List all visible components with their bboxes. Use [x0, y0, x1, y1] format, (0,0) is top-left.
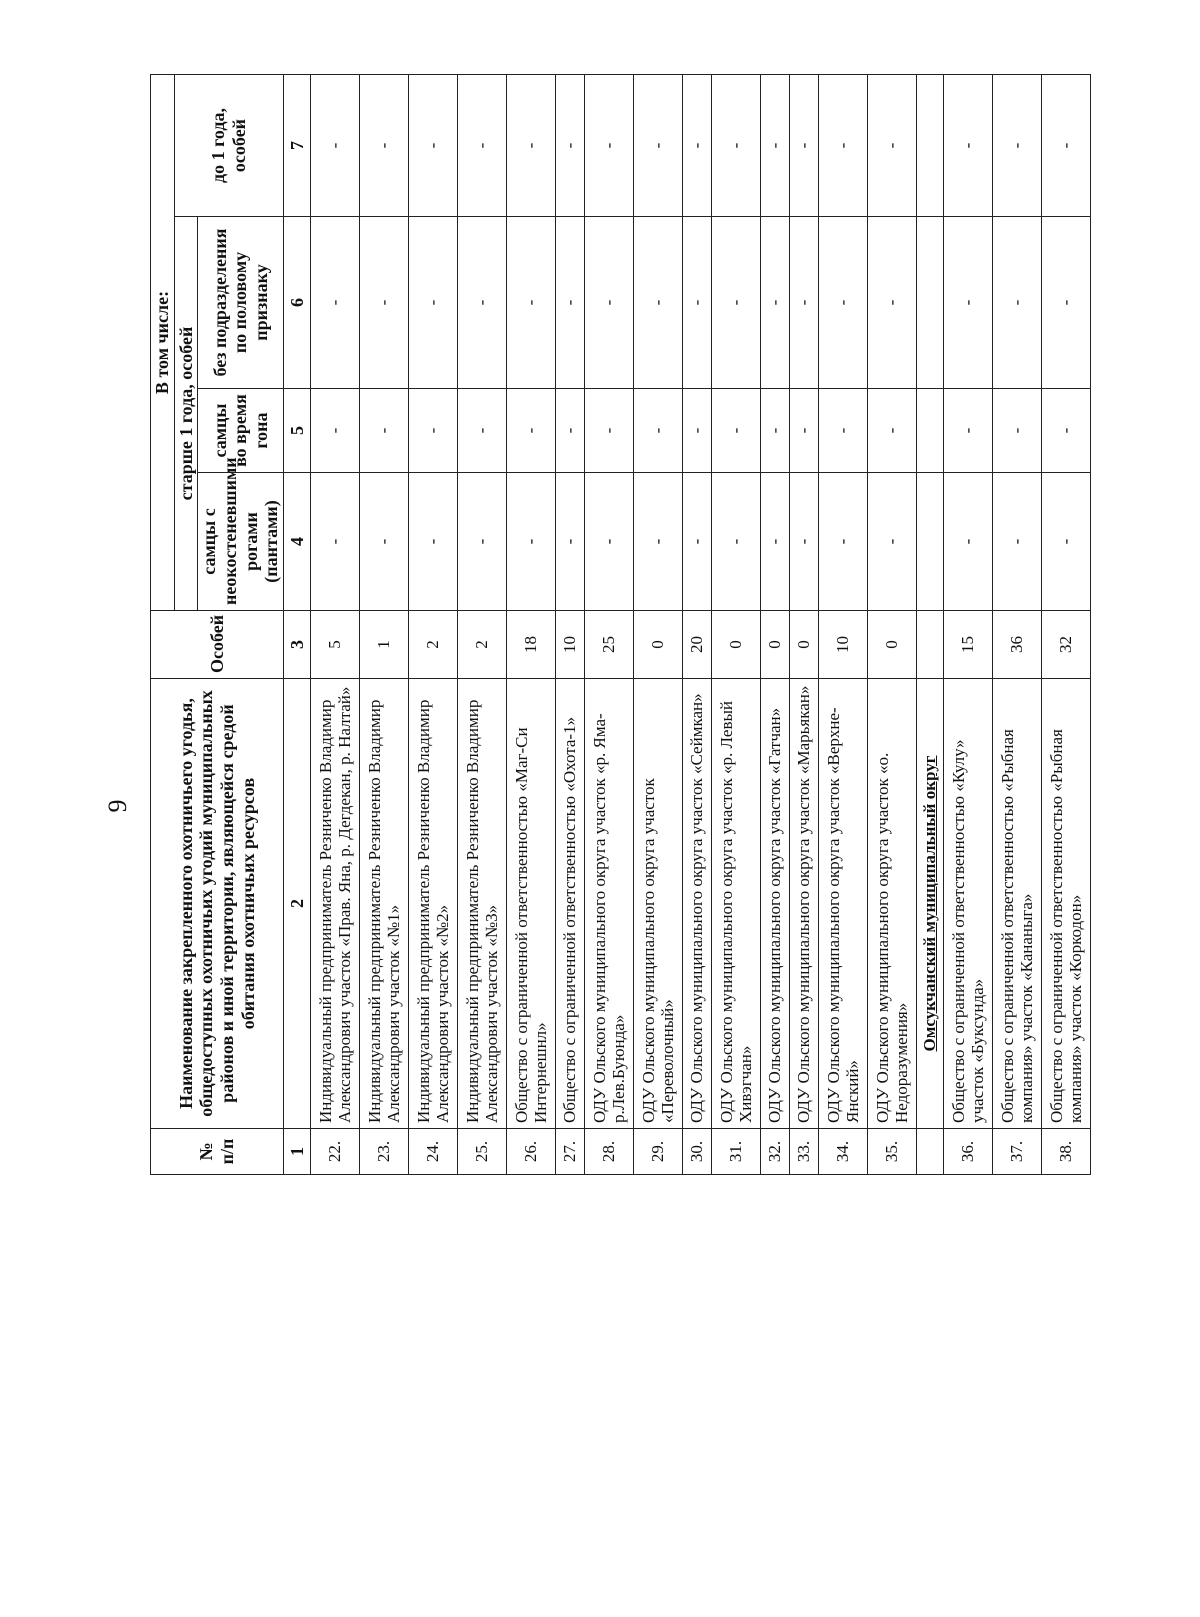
row-under-one: - — [993, 75, 1042, 217]
row-name: Общество с ограниченной ответственностью «Кулу» участок «Буксунда» — [944, 679, 993, 1129]
section-empty — [917, 473, 944, 611]
row-name: Общество с ограниченной ответственностью «Охота-1» — [556, 679, 585, 1129]
row-males-rut: - — [409, 389, 458, 473]
row-males-antlers: - — [944, 473, 993, 611]
row-number: 38. — [1042, 1129, 1091, 1175]
row-no-sex-split: - — [409, 217, 458, 389]
table-row — [761, 75, 790, 1175]
row-males-rut: - — [712, 389, 761, 473]
row-no-sex-split: - — [868, 217, 917, 389]
row-males-antlers: - — [1042, 473, 1091, 611]
column-index: 2 — [284, 679, 311, 1129]
row-under-one: - — [585, 75, 634, 217]
row-total: 5 — [311, 611, 360, 679]
row-name: ОДУ Ольского муниципального округа участок «о. Недоразумения» — [868, 679, 917, 1129]
row-males-antlers: - — [360, 473, 409, 611]
row-name: ОДУ Ольского муниципального округа участок «Гатчан» — [761, 679, 790, 1129]
row-name: ОДУ Ольского муниципального округа участок «Марьякан» — [790, 679, 819, 1129]
column-index: 4 — [284, 473, 311, 611]
row-males-antlers: - — [712, 473, 761, 611]
row-total: 15 — [944, 611, 993, 679]
row-under-one: - — [761, 75, 790, 217]
rotated-table-sheet — [150, 75, 1086, 1175]
column-index: 1 — [284, 1129, 311, 1175]
row-males-antlers: - — [790, 473, 819, 611]
row-males-rut: - — [1042, 389, 1091, 473]
row-under-one: - — [819, 75, 868, 217]
row-number: 25. — [458, 1129, 507, 1175]
table-row — [507, 75, 556, 1175]
row-males-antlers: - — [993, 473, 1042, 611]
row-males-rut: - — [683, 389, 712, 473]
row-name: ОДУ Ольского муниципального округа участок «Переволочный» — [634, 679, 683, 1129]
row-males-antlers: - — [634, 473, 683, 611]
table-row — [790, 75, 819, 1175]
row-total: 0 — [761, 611, 790, 679]
row-number: 32. — [761, 1129, 790, 1175]
table-row — [409, 75, 458, 1175]
row-males-rut: - — [868, 389, 917, 473]
table-row — [311, 75, 360, 1175]
row-name: ОДУ Ольского муниципального округа участок «Верхне-Янский» — [819, 679, 868, 1129]
row-males-antlers: - — [311, 473, 360, 611]
column-index: 5 — [284, 389, 311, 473]
header-older: старше 1 года, особей — [174, 217, 198, 611]
row-total: 25 — [585, 611, 634, 679]
row-males-rut: - — [790, 389, 819, 473]
header-males-antlers: самцы с неокостеневшими рогами (пантами) — [198, 473, 284, 611]
row-name: Индивидуальный предприниматель Резниченко Владимир Александрович участок «№3» — [458, 679, 507, 1129]
row-males-rut: - — [819, 389, 868, 473]
row-males-rut: - — [993, 389, 1042, 473]
row-males-antlers: - — [868, 473, 917, 611]
row-males-rut: - — [556, 389, 585, 473]
row-no-sex-split: - — [311, 217, 360, 389]
row-males-antlers: - — [458, 473, 507, 611]
header-no-sex-split: без подразделения по половому признаку — [198, 217, 284, 389]
row-name: Индивидуальный предприниматель Резниченко Владимир Александрович участок «Прав. Яна, р. Дегдекан, р. Налтай» — [311, 679, 360, 1129]
row-under-one: - — [360, 75, 409, 217]
row-total: 2 — [409, 611, 458, 679]
row-name: Индивидуальный предприниматель Резниченко Владимир Александрович участок «№2» — [409, 679, 458, 1129]
row-under-one: - — [944, 75, 993, 217]
row-number: 36. — [944, 1129, 993, 1175]
row-males-rut: - — [311, 389, 360, 473]
row-under-one: - — [1042, 75, 1091, 217]
row-no-sex-split: - — [360, 217, 409, 389]
row-under-one: - — [311, 75, 360, 217]
row-number: 27. — [556, 1129, 585, 1175]
row-males-rut: - — [458, 389, 507, 473]
section-empty — [917, 611, 944, 679]
hunting-resources-table — [150, 74, 1091, 1175]
row-total: 2 — [458, 611, 507, 679]
row-total: 36 — [993, 611, 1042, 679]
row-males-rut: - — [507, 389, 556, 473]
section-empty — [917, 217, 944, 389]
table-row — [634, 75, 683, 1175]
column-index-row — [284, 75, 311, 1175]
table-row — [868, 75, 917, 1175]
table-row — [360, 75, 409, 1175]
header-including: В том числе: — [151, 75, 175, 611]
row-total: 0 — [712, 611, 761, 679]
row-males-rut: - — [585, 389, 634, 473]
row-name: Общество с ограниченной ответственностью «Рыбная компания» участок «Коркодон» — [1042, 679, 1091, 1129]
page-number: 9 — [103, 799, 132, 813]
row-number: 35. — [868, 1129, 917, 1175]
header-name: Наименование закрепленного охотничьего угодья, общедоступных охотничьих угодий муниципальных районов и иной территории, являющейся средой обитания охотничьих ресурсов — [151, 679, 284, 1129]
header-num: № п/п — [151, 1129, 284, 1175]
row-no-sex-split: - — [712, 217, 761, 389]
header-total: Особей — [151, 611, 284, 679]
row-number: 28. — [585, 1129, 634, 1175]
row-males-rut: - — [360, 389, 409, 473]
table-row — [1042, 75, 1091, 1175]
row-total: 1 — [360, 611, 409, 679]
table-row — [712, 75, 761, 1175]
row-number: 29. — [634, 1129, 683, 1175]
table-row — [585, 75, 634, 1175]
row-number: 34. — [819, 1129, 868, 1175]
row-no-sex-split: - — [556, 217, 585, 389]
row-name: ОДУ Ольского муниципального округа участок «р. Левый Хивэгчан» — [712, 679, 761, 1129]
row-total: 0 — [790, 611, 819, 679]
row-no-sex-split: - — [585, 217, 634, 389]
row-name: ОДУ Ольского муниципального округа участок «р. Яма-р.Лев.Буюнда» — [585, 679, 634, 1129]
table-row — [683, 75, 712, 1175]
row-number: 22. — [311, 1129, 360, 1175]
row-no-sex-split: - — [683, 217, 712, 389]
row-total: 32 — [1042, 611, 1091, 679]
row-under-one: - — [790, 75, 819, 217]
row-males-antlers: - — [507, 473, 556, 611]
section-row — [917, 75, 944, 1175]
row-under-one: - — [634, 75, 683, 217]
table-row — [993, 75, 1042, 1175]
row-males-rut: - — [761, 389, 790, 473]
table-row — [458, 75, 507, 1175]
header-under-one: до 1 года, особей — [174, 75, 283, 217]
row-name: ОДУ Ольского муниципального округа участок «Сеймкан» — [683, 679, 712, 1129]
row-males-antlers: - — [683, 473, 712, 611]
row-total: 18 — [507, 611, 556, 679]
row-number: 37. — [993, 1129, 1042, 1175]
row-males-antlers: - — [556, 473, 585, 611]
table-row — [819, 75, 868, 1175]
row-number: 23. — [360, 1129, 409, 1175]
row-males-rut: - — [634, 389, 683, 473]
row-no-sex-split: - — [944, 217, 993, 389]
row-males-antlers: - — [761, 473, 790, 611]
row-total: 0 — [868, 611, 917, 679]
section-empty — [917, 389, 944, 473]
row-number: 26. — [507, 1129, 556, 1175]
row-name: Индивидуальный предприниматель Резниченко Владимир Александрович участок «№1» — [360, 679, 409, 1129]
row-total: 10 — [819, 611, 868, 679]
row-males-rut: - — [944, 389, 993, 473]
row-males-antlers: - — [585, 473, 634, 611]
row-under-one: - — [507, 75, 556, 217]
row-no-sex-split: - — [819, 217, 868, 389]
row-no-sex-split: - — [790, 217, 819, 389]
section-num-empty — [917, 1129, 944, 1175]
row-males-antlers: - — [409, 473, 458, 611]
row-no-sex-split: - — [993, 217, 1042, 389]
column-index: 7 — [284, 75, 311, 217]
row-no-sex-split: - — [507, 217, 556, 389]
section-title: Омсукчанский муниципальный округ — [917, 679, 944, 1129]
row-no-sex-split: - — [634, 217, 683, 389]
row-name: Общество с ограниченной ответственностью «Рыбная компания» участок «Кананыга» — [993, 679, 1042, 1129]
row-no-sex-split: - — [458, 217, 507, 389]
row-under-one: - — [712, 75, 761, 217]
table-row — [944, 75, 993, 1175]
row-under-one: - — [409, 75, 458, 217]
table-row — [556, 75, 585, 1175]
row-no-sex-split: - — [1042, 217, 1091, 389]
row-total: 10 — [556, 611, 585, 679]
row-total: 20 — [683, 611, 712, 679]
section-empty — [917, 75, 944, 217]
row-under-one: - — [868, 75, 917, 217]
row-number: 30. — [683, 1129, 712, 1175]
row-males-antlers: - — [819, 473, 868, 611]
column-index: 6 — [284, 217, 311, 389]
row-name: Общество с ограниченной ответственностью «Маг-Си Интернешнл» — [507, 679, 556, 1129]
row-number: 31. — [712, 1129, 761, 1175]
column-index: 3 — [284, 611, 311, 679]
header-males-rut: самцы во время гона — [198, 389, 284, 473]
row-total: 0 — [634, 611, 683, 679]
row-no-sex-split: - — [761, 217, 790, 389]
row-number: 33. — [790, 1129, 819, 1175]
row-number: 24. — [409, 1129, 458, 1175]
row-under-one: - — [556, 75, 585, 217]
row-under-one: - — [458, 75, 507, 217]
row-under-one: - — [683, 75, 712, 217]
